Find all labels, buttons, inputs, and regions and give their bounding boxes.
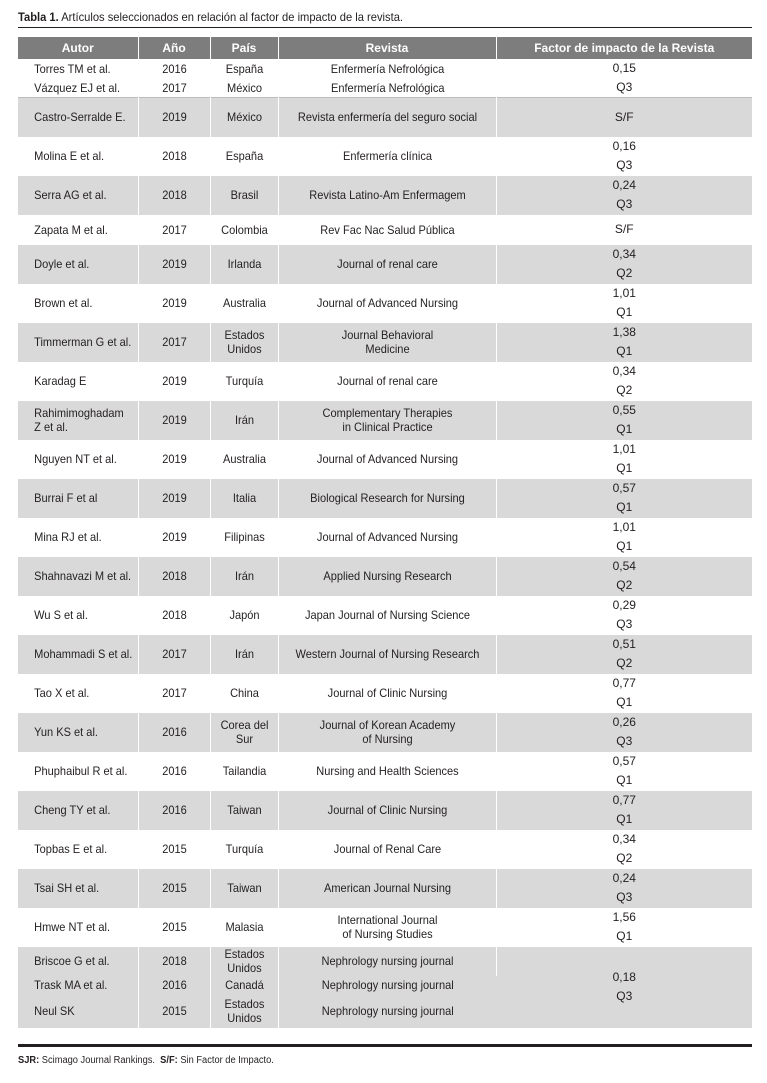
cell-pais: Estados Unidos xyxy=(210,995,278,1028)
cell-pais: Brasil xyxy=(210,176,278,215)
cell-pais: Irlanda xyxy=(210,245,278,284)
cell-anio: 2019 xyxy=(138,284,210,323)
cell-anio: 2016 xyxy=(138,713,210,752)
cell-revista: Biological Research for Nursing xyxy=(278,479,496,518)
quartile: Q1 xyxy=(616,695,633,709)
header-row xyxy=(18,37,752,59)
header-factor: Factor de impacto de la Revista xyxy=(496,37,752,59)
quartile: Q2 xyxy=(616,851,633,865)
cell-anio: 2018 xyxy=(138,176,210,215)
impact-value: 0,18 xyxy=(612,970,636,984)
cell-factor xyxy=(496,791,752,830)
cell-autor: Vázquez EJ et al. xyxy=(18,78,138,97)
impact-value: 1,01 xyxy=(612,442,636,456)
impact-value: 0,24 xyxy=(612,871,636,885)
table-row xyxy=(18,323,752,362)
cell-revista: Enfermería Nefrológica xyxy=(278,59,496,78)
impact-value: 0,34 xyxy=(612,247,636,261)
cell-revista: Journal of renal care xyxy=(278,245,496,284)
cell-autor: Wu S et al. xyxy=(18,596,138,635)
impact-value: 0,26 xyxy=(612,715,636,729)
cell-factor xyxy=(496,947,752,1028)
cell-autor: Molina E et al. xyxy=(18,137,138,176)
quartile: Q3 xyxy=(616,890,633,904)
cell-autor: Cheng TY et al. xyxy=(18,791,138,830)
footnote-sjr-label: SJR: xyxy=(18,1055,40,1066)
cell-autor: Tsai SH et al. xyxy=(18,869,138,908)
table-row xyxy=(18,908,752,947)
cell-factor xyxy=(496,284,752,323)
table-row xyxy=(18,869,752,908)
cell-anio: 2017 xyxy=(138,78,210,97)
quartile: Q3 xyxy=(616,80,633,94)
cell-autor: Serra AG et al. xyxy=(18,176,138,215)
impact-value: 0,55 xyxy=(612,403,636,417)
impact-value: 0,54 xyxy=(612,559,636,573)
cell-pais: Estados Unidos xyxy=(210,947,278,976)
quartile: Q3 xyxy=(616,617,633,631)
cell-anio: 2018 xyxy=(138,557,210,596)
cell-pais: Australia xyxy=(210,284,278,323)
cell-anio: 2019 xyxy=(138,362,210,401)
cell-pais: Malasia xyxy=(210,908,278,947)
footnote xyxy=(18,1055,274,1066)
cell-autor: Neul SK xyxy=(18,995,138,1028)
table-row xyxy=(18,440,752,479)
cell-pais: México xyxy=(210,98,278,137)
quartile: Q1 xyxy=(616,305,633,319)
table-row xyxy=(18,830,752,869)
caption-text: Artículos seleccionados en relación al factor de impacto de la revista. xyxy=(61,10,404,24)
cell-revista: American Journal Nursing xyxy=(278,869,496,908)
table-row xyxy=(18,635,752,674)
quartile: Q1 xyxy=(616,500,633,514)
caption-rule xyxy=(18,27,752,28)
cell-factor xyxy=(496,323,752,362)
table-row xyxy=(18,176,752,215)
cell-pais: España xyxy=(210,59,278,78)
table-row xyxy=(18,362,752,401)
cell-revista: Enfermería clínica xyxy=(278,137,496,176)
impact-value: 0,24 xyxy=(612,178,636,192)
cell-autor: Nguyen NT et al. xyxy=(18,440,138,479)
cell-autor: Phuphaibul R et al. xyxy=(18,752,138,791)
cell-anio: 2017 xyxy=(138,323,210,362)
caption-label: Tabla 1. xyxy=(18,10,59,24)
cell-autor: Burrai F et al xyxy=(18,479,138,518)
cell-revista: Journal of Korean Academy of Nursing xyxy=(278,713,496,752)
articles-table xyxy=(18,37,752,1028)
table-row xyxy=(18,215,752,245)
impact-value: 1,56 xyxy=(612,910,636,924)
header-autor: Autor xyxy=(18,37,138,59)
cell-revista: Rev Fac Nac Salud Pública xyxy=(278,215,496,245)
cell-autor: Briscoe G et al. xyxy=(18,947,138,976)
table-row xyxy=(18,713,752,752)
cell-revista: Japan Journal of Nursing Science xyxy=(278,596,496,635)
cell-revista: Nephrology nursing journal xyxy=(278,995,496,1028)
table-row xyxy=(18,245,752,284)
cell-anio: 2019 xyxy=(138,401,210,440)
table-row xyxy=(18,752,752,791)
impact-value: 0,77 xyxy=(612,676,636,690)
cell-pais: Tailandia xyxy=(210,752,278,791)
cell-factor xyxy=(496,830,752,869)
cell-revista: Complementary Therapies in Clinical Practice xyxy=(278,401,496,440)
cell-pais: Italia xyxy=(210,479,278,518)
quartile: Q3 xyxy=(616,734,633,748)
cell-pais: Taiwan xyxy=(210,869,278,908)
cell-factor xyxy=(496,401,752,440)
cell-anio: 2016 xyxy=(138,791,210,830)
table-row xyxy=(18,401,752,440)
cell-autor: Trask MA et al. xyxy=(18,976,138,995)
cell-pais: Filipinas xyxy=(210,518,278,557)
cell-anio: 2018 xyxy=(138,947,210,976)
quartile: Q1 xyxy=(616,422,633,436)
cell-anio: 2015 xyxy=(138,908,210,947)
quartile: Q3 xyxy=(616,989,633,1003)
cell-factor xyxy=(496,674,752,713)
cell-autor: Timmerman G et al. xyxy=(18,323,138,362)
cell-pais: Turquía xyxy=(210,362,278,401)
footnote-sjr-text: Scimago Journal Rankings. xyxy=(41,1055,156,1066)
quartile: Q3 xyxy=(616,197,633,211)
quartile: Q2 xyxy=(616,656,633,670)
cell-autor: Torres TM et al. xyxy=(18,59,138,78)
cell-factor xyxy=(496,557,752,596)
cell-revista: International Journal of Nursing Studies xyxy=(278,908,496,947)
cell-pais: Japón xyxy=(210,596,278,635)
cell-revista: Journal of Advanced Nursing xyxy=(278,518,496,557)
cell-revista: Nephrology nursing journal xyxy=(278,976,496,995)
impact-value: 0,34 xyxy=(612,364,636,378)
quartile: Q1 xyxy=(616,812,633,826)
table-row xyxy=(18,98,752,137)
header-revista: Revista xyxy=(278,37,496,59)
footnote-sf-label: S/F: xyxy=(160,1055,178,1066)
cell-revista: Journal of Clinic Nursing xyxy=(278,791,496,830)
cell-anio: 2018 xyxy=(138,596,210,635)
cell-anio: 2015 xyxy=(138,869,210,908)
cell-factor xyxy=(496,908,752,947)
cell-pais: Irán xyxy=(210,401,278,440)
impact-value: 0,57 xyxy=(612,754,636,768)
cell-anio: 2019 xyxy=(138,440,210,479)
impact-value: 1,38 xyxy=(612,325,636,339)
cell-revista: Enfermería Nefrológica xyxy=(278,78,496,97)
cell-anio: 2017 xyxy=(138,635,210,674)
cell-autor: Karadag E xyxy=(18,362,138,401)
quartile: Q1 xyxy=(616,929,633,943)
cell-anio: 2015 xyxy=(138,830,210,869)
cell-factor xyxy=(496,479,752,518)
table-row xyxy=(18,479,752,518)
quartile: Q2 xyxy=(616,266,633,280)
table-row xyxy=(18,674,752,713)
table-body xyxy=(18,59,752,1028)
cell-factor xyxy=(496,362,752,401)
cell-revista: Revista enfermería del seguro social xyxy=(278,98,496,137)
cell-autor: Castro-Serralde E. xyxy=(18,98,138,137)
cell-pais: Taiwan xyxy=(210,791,278,830)
footnote-sf-text: Sin Factor de Impacto. xyxy=(180,1055,274,1066)
cell-revista: Nephrology nursing journal xyxy=(278,947,496,976)
cell-pais: México xyxy=(210,78,278,97)
cell-revista: Nursing and Health Sciences xyxy=(278,752,496,791)
cell-factor xyxy=(496,59,752,98)
cell-factor xyxy=(496,635,752,674)
table-row xyxy=(18,518,752,557)
cell-autor: Topbas E et al. xyxy=(18,830,138,869)
quartile: Q1 xyxy=(616,539,633,553)
cell-pais: Turquía xyxy=(210,830,278,869)
cell-pais: Colombia xyxy=(210,215,278,245)
cell-autor: Shahnavazi M et al. xyxy=(18,557,138,596)
impact-value: 0,15 xyxy=(612,61,636,75)
cell-anio: 2019 xyxy=(138,518,210,557)
cell-factor xyxy=(496,752,752,791)
cell-factor xyxy=(496,176,752,215)
cell-revista: Journal Behavioral Medicine xyxy=(278,323,496,362)
cell-pais: Estados Unidos xyxy=(210,323,278,362)
table-caption xyxy=(18,8,701,26)
table-row xyxy=(18,284,752,323)
cell-autor: Zapata M et al. xyxy=(18,215,138,245)
cell-anio: 2016 xyxy=(138,976,210,995)
cell-revista: Journal of Clinic Nursing xyxy=(278,674,496,713)
cell-anio: 2015 xyxy=(138,995,210,1028)
cell-pais: Australia xyxy=(210,440,278,479)
cell-anio: 2019 xyxy=(138,479,210,518)
cell-pais: China xyxy=(210,674,278,713)
quartile: Q3 xyxy=(616,158,633,172)
cell-factor xyxy=(496,518,752,557)
impact-value: 0,29 xyxy=(612,598,636,612)
quartile: Q1 xyxy=(616,344,633,358)
table-row xyxy=(18,791,752,830)
cell-anio: 2018 xyxy=(138,137,210,176)
table-row xyxy=(18,596,752,635)
cell-revista: Journal of Advanced Nursing xyxy=(278,440,496,479)
impact-value: S/F xyxy=(614,222,634,236)
cell-pais: Irán xyxy=(210,557,278,596)
cell-factor xyxy=(496,215,752,245)
cell-pais: España xyxy=(210,137,278,176)
impact-value: 0,34 xyxy=(612,832,636,846)
header-pais: País xyxy=(210,37,278,59)
table-row xyxy=(18,947,752,976)
quartile: Q1 xyxy=(616,461,633,475)
cell-factor xyxy=(496,137,752,176)
cell-autor: Rahimimoghadam Z et al. xyxy=(18,401,138,440)
cell-pais: Canadá xyxy=(210,976,278,995)
impact-value: 0,16 xyxy=(612,139,636,153)
cell-autor: Hmwe NT et al. xyxy=(18,908,138,947)
cell-revista: Journal of Renal Care xyxy=(278,830,496,869)
table-row xyxy=(18,557,752,596)
cell-factor xyxy=(496,869,752,908)
cell-anio: 2016 xyxy=(138,752,210,791)
cell-autor: Brown et al. xyxy=(18,284,138,323)
cell-anio: 2019 xyxy=(138,98,210,137)
cell-autor: Tao X et al. xyxy=(18,674,138,713)
cell-revista: Journal of renal care xyxy=(278,362,496,401)
cell-autor: Yun KS et al. xyxy=(18,713,138,752)
cell-anio: 2017 xyxy=(138,215,210,245)
bottom-rule xyxy=(18,1044,752,1047)
quartile: Q2 xyxy=(616,383,633,397)
cell-factor xyxy=(496,440,752,479)
table-row xyxy=(18,137,752,176)
table-row xyxy=(18,59,752,78)
cell-autor: Mohammadi S et al. xyxy=(18,635,138,674)
cell-factor xyxy=(496,713,752,752)
cell-autor: Mina RJ et al. xyxy=(18,518,138,557)
cell-factor xyxy=(496,245,752,284)
impact-value: 1,01 xyxy=(612,520,636,534)
cell-pais: Corea del Sur xyxy=(210,713,278,752)
cell-factor xyxy=(496,596,752,635)
impact-value: 0,57 xyxy=(612,481,636,495)
cell-anio: 2019 xyxy=(138,245,210,284)
impact-value: 0,77 xyxy=(612,793,636,807)
cell-revista: Western Journal of Nursing Research xyxy=(278,635,496,674)
cell-anio: 2016 xyxy=(138,59,210,78)
quartile: Q1 xyxy=(616,773,633,787)
quartile: Q2 xyxy=(616,578,633,592)
cell-revista: Journal of Advanced Nursing xyxy=(278,284,496,323)
header-anio: Año xyxy=(138,37,210,59)
cell-revista: Applied Nursing Research xyxy=(278,557,496,596)
cell-factor xyxy=(496,98,752,137)
cell-pais: Irán xyxy=(210,635,278,674)
impact-value: S/F xyxy=(614,109,634,124)
cell-anio: 2017 xyxy=(138,674,210,713)
cell-autor: Doyle et al. xyxy=(18,245,138,284)
impact-value: 1,01 xyxy=(612,286,636,300)
impact-value: 0,51 xyxy=(612,637,636,651)
cell-revista: Revista Latino-Am Enfermagem xyxy=(278,176,496,215)
